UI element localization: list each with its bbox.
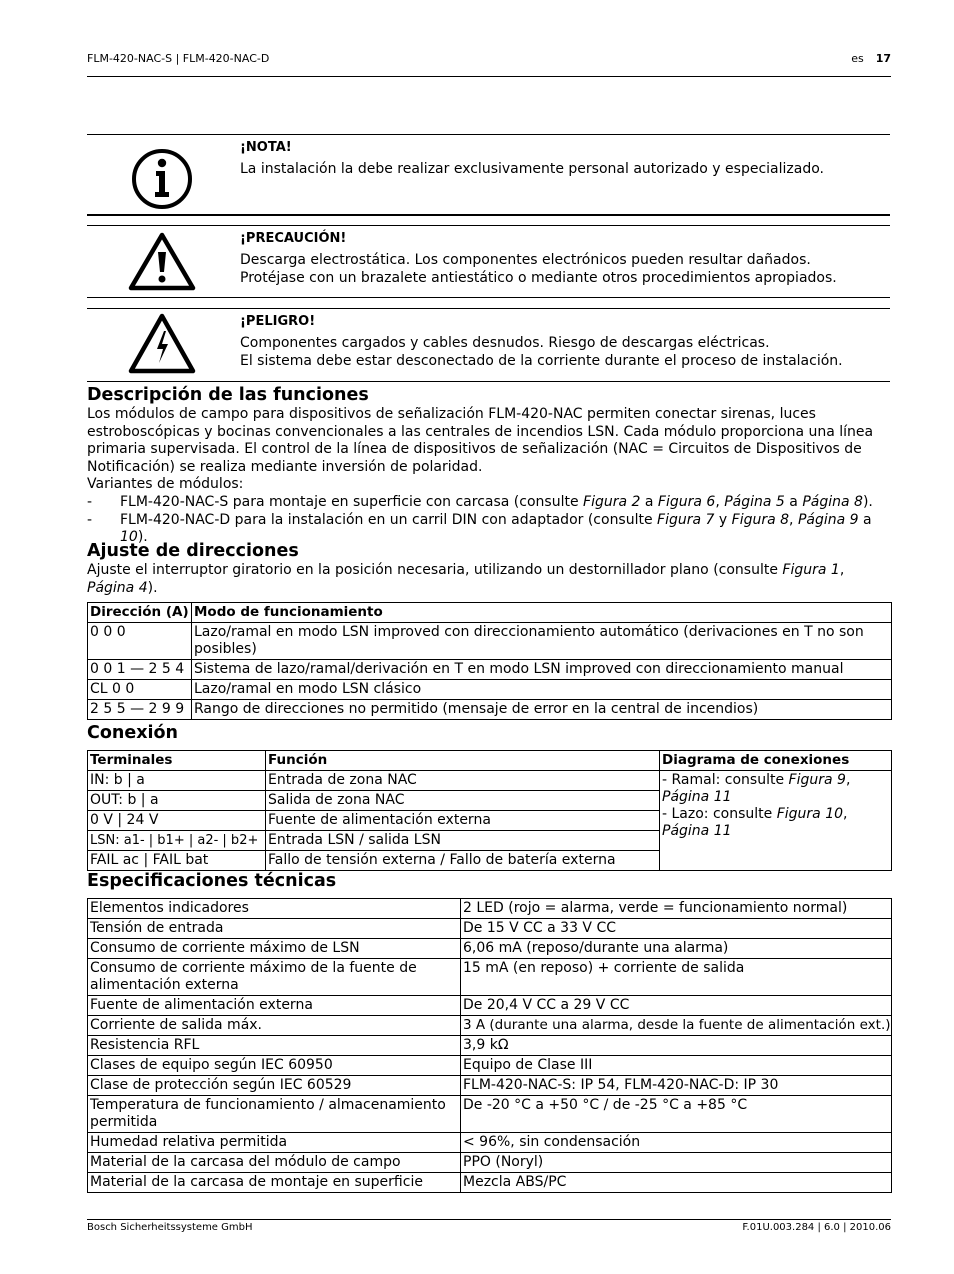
specs-table (87, 898, 892, 1193)
notice-text: Componentes cargados y cables desnudos. Riesgo de descargas eléctricas. (240, 335, 770, 351)
spec-value: < 96%, sin condensación (461, 1133, 892, 1153)
column-header: Función (266, 751, 660, 771)
page-info (851, 52, 891, 65)
text-run: , (715, 493, 725, 510)
section-direcciones (87, 540, 891, 720)
divider (87, 215, 890, 216)
table-cell: Sistema de lazo/ramal/derivación en T en modo LSN improved con direccionamiento manual (192, 660, 892, 680)
section-conexion (87, 722, 891, 871)
spec-label: Material de la carcasa del módulo de campo (88, 1153, 461, 1173)
text-run: , (845, 772, 851, 788)
spec-value: 2 LED (rojo = alarma, verde = funcionamiento normal) (461, 899, 892, 919)
table-header-row (88, 751, 892, 771)
spec-label: Material de la carcasa de montaje en superficie (88, 1173, 461, 1193)
text-run: FLM-420-NAC-D para la instalación en un carril DIN con adaptador (consulte (120, 511, 658, 528)
notice-nota (87, 134, 890, 215)
table-row (88, 1153, 892, 1173)
doc-title: FLM-420-NAC-S | FLM-420-NAC-D (87, 52, 270, 65)
spec-label: Elementos indicadores (88, 899, 461, 919)
text-run: , (843, 806, 848, 822)
table-row (88, 1173, 892, 1193)
figure-ref: Figura 1 (782, 562, 840, 578)
notice-precaucion (87, 225, 890, 298)
notice-title: ¡PELIGRO! (240, 314, 316, 329)
info-icon (127, 143, 197, 211)
warning-icon (127, 230, 197, 292)
table-cell: LSN: a1- | b1+ | a2- | b2+ (88, 831, 266, 851)
page-ref: 10 (120, 529, 138, 546)
page-ref: Página 8 (802, 493, 863, 510)
table-cell: Salida de zona NAC (266, 791, 660, 811)
page-ref: Página 5 (724, 493, 785, 510)
list-item (87, 494, 891, 512)
spec-label: Clase de protección según IEC 60529 (88, 1076, 461, 1096)
table-cell: OUT: b | a (88, 791, 266, 811)
page-ref: Página 11 (662, 789, 732, 805)
text-run: FLM-420-NAC-S para montaje en superficie con carcasa (consulte (120, 493, 584, 510)
table-cell: Lazo/ramal en modo LSN clásico (192, 680, 892, 700)
spec-label: Fuente de alimentación externa (88, 996, 461, 1016)
section-especificaciones (87, 870, 891, 1193)
text-run: , (839, 562, 845, 578)
table-cell: 0 0 1 — 2 5 4 (88, 660, 192, 680)
table-row (88, 1016, 892, 1036)
spec-label: Clases de equipo según IEC 60950 (88, 1056, 461, 1076)
page-ref: Página 9 (797, 511, 859, 528)
table-row (88, 1056, 892, 1076)
text-run: a (784, 493, 803, 510)
language-code: es (851, 52, 864, 65)
spec-value: FLM-420-NAC-S: IP 54, FLM-420-NAC-D: IP 30 (461, 1076, 892, 1096)
spec-value: 6,06 mA (reposo/durante una alarma) (461, 939, 892, 959)
page-ref: Página 4 (87, 579, 148, 596)
table-row (88, 623, 892, 660)
table-row (88, 680, 892, 700)
table-row (88, 1076, 892, 1096)
section-funciones (87, 384, 891, 547)
notice-text: Descarga electrostática. Los componentes electrónicos pueden resultar dañados. (240, 252, 811, 268)
text-run: Ajuste el interruptor giratorio en la posición necesaria, utilizando un destornillador plano (consulte (87, 562, 783, 578)
figure-ref: Figura 6 (657, 493, 716, 510)
spec-label: Temperatura de funcionamiento / almacenamiento permitida (88, 1096, 461, 1133)
text-run: - Ramal: consulte (662, 772, 789, 788)
table-cell: Fallo de tensión externa / Fallo de batería externa (266, 851, 660, 871)
spec-value: Mezcla ABS/PC (461, 1173, 892, 1193)
table-row (88, 1133, 892, 1153)
spec-label: Consumo de corriente máximo de LSN (88, 939, 461, 959)
page-number: 17 (875, 52, 891, 65)
spec-label: Resistencia RFL (88, 1036, 461, 1056)
table-header-row (88, 603, 892, 623)
table-cell: Fuente de alimentación externa (266, 811, 660, 831)
spec-value: PPO (Noryl) (461, 1153, 892, 1173)
paragraph (87, 562, 891, 597)
list-dash: - (87, 511, 93, 528)
table-row (88, 1036, 892, 1056)
text-run: y (714, 511, 732, 528)
table-row (88, 959, 892, 996)
connection-table (87, 750, 892, 871)
spec-label: Humedad relativa permitida (88, 1133, 461, 1153)
text-run: a (640, 493, 658, 510)
document-reference: F.01U.003.284 | 6.0 | 2010.06 (742, 1222, 891, 1233)
figure-ref: Figura 8 (731, 511, 790, 528)
table-cell: 0 V | 24 V (88, 811, 266, 831)
spec-label: Tensión de entrada (88, 919, 461, 939)
notice-title: ¡PRECAUCIÓN! (240, 231, 347, 246)
notice-title: ¡NOTA! (240, 140, 292, 155)
section-heading: Especificaciones técnicas (87, 871, 337, 891)
section-heading: Descripción de las funciones (87, 385, 369, 405)
section-heading: Conexión (87, 723, 178, 743)
figure-ref: Figura 9 (788, 772, 846, 788)
text-run: ). (862, 493, 873, 510)
table-cell: Lazo/ramal en modo LSN improved con direccionamiento automático (derivaciones en T no son posibles) (192, 623, 892, 660)
table-cell: IN: b | a (88, 771, 266, 791)
spec-value: De -20 °C a +50 °C / de -25 °C a +85 °C (461, 1096, 892, 1133)
table-row (88, 700, 892, 720)
page-footer (87, 1219, 891, 1233)
figure-ref: Figura 10 (776, 806, 844, 822)
column-header: Diagrama de conexiones (660, 751, 892, 771)
table-row (88, 899, 892, 919)
table-cell: Rango de direcciones no permitido (mensaje de error en la central de incendios) (192, 700, 892, 720)
table-cell: 0 0 0 (88, 623, 192, 660)
text-run: ). (137, 529, 148, 546)
column-header: Modo de funcionamiento (192, 603, 892, 623)
list-dash: - (87, 493, 93, 510)
paragraph: Los módulos de campo para dispositivos de señalización FLM-420-NAC permiten conectar sirenas, luces estroboscópicas y bocinas convencionales a las centrales de incendios LSN. Cada módulo proporciona una línea primaria supervisada. El control de la línea de dispositivos de señalización (NAC = Circuitos de Dispositivos de Notificación) se realiza mediante inversión de polaridad. (87, 406, 874, 475)
high-voltage-icon (127, 311, 197, 375)
figure-ref: Figura 2 (583, 493, 641, 510)
text-run: a (858, 511, 872, 528)
spec-value: 3 A (durante una alarma, desde la fuente de alimentación ext.) (461, 1016, 892, 1036)
text-run: , (789, 511, 798, 528)
table-row (88, 1096, 892, 1133)
spec-value: Equipo de Clase III (461, 1056, 892, 1076)
figure-ref: Figura 7 (657, 511, 715, 528)
table-cell: 2 5 5 — 2 9 9 (88, 700, 192, 720)
table-row (88, 919, 892, 939)
table-cell: Entrada LSN / salida LSN (266, 831, 660, 851)
spec-value: De 20,4 V CC a 29 V CC (461, 996, 892, 1016)
notice-text: El sistema debe estar desconectado de la corriente durante el proceso de instalación. (240, 353, 843, 369)
spec-label: Corriente de salida máx. (88, 1016, 461, 1036)
spec-value: 15 mA (en reposo) + corriente de salida (461, 959, 892, 996)
notice-text: Protéjase con un brazalete antiestático o mediante otros procedimientos apropiados. (240, 270, 837, 286)
column-header: Terminales (88, 751, 266, 771)
address-table (87, 602, 892, 720)
table-row (88, 939, 892, 959)
diagram-cell (660, 771, 892, 871)
spec-value: De 15 V CC a 33 V CC (461, 919, 892, 939)
table-cell: FAIL ac | FAIL bat (88, 851, 266, 871)
variants-label: Variantes de módulos: (87, 476, 244, 493)
notice-text: La instalación la debe realizar exclusivamente personal autorizado y especializado. (240, 161, 824, 177)
table-row (88, 771, 892, 791)
column-header: Dirección (A) (88, 603, 192, 623)
spec-value: 3,9 kΩ (461, 1036, 892, 1056)
section-heading: Ajuste de direcciones (87, 541, 299, 561)
text-run: - Lazo: consulte (662, 806, 777, 822)
notice-peligro (87, 308, 890, 382)
table-row (88, 996, 892, 1016)
page-ref: Página 11 (662, 823, 732, 839)
table-cell: CL 0 0 (88, 680, 192, 700)
table-row (88, 660, 892, 680)
table-cell: Entrada de zona NAC (266, 771, 660, 791)
text-run: ). (147, 579, 158, 596)
spec-label: Consumo de corriente máximo de la fuente de alimentación externa (88, 959, 461, 996)
company-name: Bosch Sicherheitssysteme GmbH (87, 1222, 253, 1233)
page-header (87, 50, 891, 77)
